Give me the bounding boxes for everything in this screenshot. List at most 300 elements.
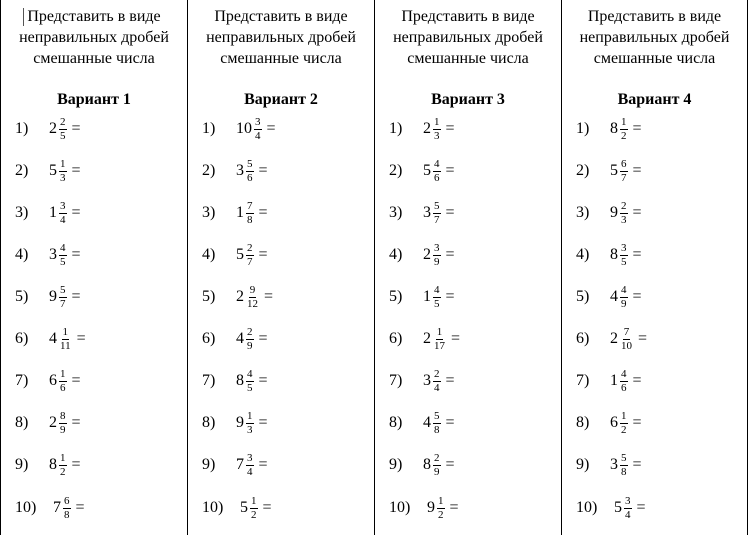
equals-sign: = — [445, 372, 455, 389]
mixed-number — [610, 117, 642, 142]
equals-sign: = — [258, 204, 268, 221]
whole-part: 4 — [423, 414, 431, 431]
item-number: 4) — [389, 246, 403, 263]
numerator: 6 — [64, 494, 70, 507]
mixed-number — [610, 411, 642, 436]
fraction — [620, 117, 628, 142]
fraction — [59, 243, 67, 268]
mixed-number — [423, 411, 455, 436]
exercise-item — [202, 451, 268, 479]
mixed-number — [610, 243, 642, 268]
equals-sign: = — [71, 246, 81, 263]
fraction — [246, 285, 259, 310]
mixed-number — [423, 453, 455, 478]
equals-sign: = — [632, 372, 642, 389]
denominator: 6 — [621, 381, 627, 394]
item-number: 5) — [389, 288, 403, 305]
fraction — [246, 243, 254, 268]
equals-sign: = — [445, 120, 455, 137]
item-number: 3) — [576, 204, 590, 221]
item-number: 5) — [202, 288, 216, 305]
equals-sign: = — [449, 499, 459, 516]
task-title: Представить в виде неправильных дробей смешанные числа — [393, 8, 543, 67]
fraction — [433, 243, 441, 268]
exercise-item — [576, 325, 647, 353]
denominator: 4 — [255, 129, 261, 142]
equals-sign: = — [75, 499, 85, 516]
denominator: 8 — [621, 465, 627, 478]
item-number: 5) — [576, 288, 590, 305]
mixed-number — [423, 369, 455, 394]
item-number: 2) — [576, 162, 590, 179]
numerator: 3 — [255, 115, 261, 128]
denominator: 2 — [60, 465, 66, 478]
whole-part: 5 — [236, 246, 244, 263]
equals-sign: = — [632, 288, 642, 305]
whole-part: 2 — [49, 120, 57, 137]
denominator: 7 — [434, 213, 440, 226]
numerator: 3 — [60, 199, 66, 212]
exercise-item — [15, 409, 81, 437]
item-number: 6) — [202, 330, 216, 347]
equals-sign: = — [258, 246, 268, 263]
item-number: 1) — [202, 120, 216, 137]
equals-sign: = — [632, 456, 642, 473]
numerator: 4 — [434, 157, 440, 170]
whole-part: 5 — [614, 499, 622, 516]
item-number: 7) — [389, 372, 403, 389]
numerator: 2 — [247, 241, 253, 254]
exercise-item — [202, 241, 268, 269]
mixed-number — [236, 369, 268, 394]
denominator: 3 — [60, 171, 66, 184]
item-number: 9) — [389, 456, 403, 473]
fraction — [59, 117, 67, 142]
whole-part: 1 — [610, 372, 618, 389]
item-number: 1) — [15, 120, 29, 137]
item-number: 9) — [576, 456, 590, 473]
equals-sign: = — [636, 499, 646, 516]
denominator: 8 — [64, 508, 70, 521]
exercise-item — [576, 494, 646, 522]
denominator: 3 — [621, 213, 627, 226]
numerator: 7 — [623, 325, 630, 338]
equals-sign: = — [451, 330, 461, 347]
mixed-number — [236, 159, 268, 184]
numerator: 2 — [621, 199, 627, 212]
fraction — [59, 327, 72, 352]
mixed-number — [236, 327, 268, 352]
whole-part: 9 — [236, 414, 244, 431]
equals-sign: = — [76, 330, 86, 347]
whole-part: 6 — [610, 414, 618, 431]
whole-part: 3 — [236, 162, 244, 179]
denominator: 2 — [621, 423, 627, 436]
equals-sign: = — [262, 499, 272, 516]
exercise-item — [202, 115, 276, 143]
item-number: 8) — [389, 414, 403, 431]
numerator: 9 — [249, 283, 256, 296]
item-number: 7) — [15, 372, 29, 389]
equals-sign: = — [71, 120, 81, 137]
whole-part: 9 — [427, 499, 435, 516]
numerator: 1 — [621, 115, 627, 128]
variant-label: Вариант 1 — [57, 91, 131, 108]
equals-sign: = — [445, 456, 455, 473]
exercise-item — [389, 199, 455, 227]
equals-sign: = — [71, 288, 81, 305]
fraction — [246, 327, 254, 352]
mixed-number — [49, 159, 81, 184]
exercise-item — [202, 157, 268, 185]
whole-part: 2 — [236, 288, 244, 305]
numerator: 3 — [621, 241, 627, 254]
denominator: 3 — [434, 129, 440, 142]
item-number: 3) — [202, 204, 216, 221]
whole-part: 1 — [49, 204, 57, 221]
item-number: 2) — [202, 162, 216, 179]
fraction — [433, 285, 441, 310]
exercise-item — [576, 409, 642, 437]
whole-part: 8 — [236, 372, 244, 389]
fraction — [624, 496, 632, 521]
fraction — [246, 453, 254, 478]
equals-sign: = — [445, 204, 455, 221]
variant-label: Вариант 2 — [244, 91, 318, 108]
whole-part: 1 — [423, 288, 431, 305]
equals-sign: = — [632, 414, 642, 431]
denominator: 9 — [434, 255, 440, 268]
equals-sign: = — [638, 330, 648, 347]
exercise-item — [15, 157, 81, 185]
mixed-number — [610, 285, 642, 310]
task-title: Представить в виде неправильных дробей смешанные числа — [19, 8, 169, 67]
equals-sign: = — [632, 162, 642, 179]
denominator: 9 — [434, 465, 440, 478]
denominator: 9 — [60, 423, 66, 436]
whole-part: 5 — [49, 162, 57, 179]
numerator: 1 — [621, 409, 627, 422]
fraction — [433, 369, 441, 394]
denominator: 2 — [438, 508, 444, 521]
item-number: 1) — [389, 120, 403, 137]
variant-column-2 — [187, 0, 374, 535]
denominator: 6 — [247, 171, 253, 184]
numerator: 2 — [247, 325, 253, 338]
numerator: 5 — [247, 157, 253, 170]
denominator: 10 — [621, 339, 632, 352]
exercise-item — [202, 325, 268, 353]
mixed-number — [610, 369, 642, 394]
fraction — [59, 369, 67, 394]
variant-column-4 — [561, 0, 748, 535]
equals-sign: = — [445, 288, 455, 305]
mixed-number — [49, 285, 81, 310]
equals-sign: = — [258, 330, 268, 347]
numerator: 6 — [621, 157, 627, 170]
numerator: 3 — [625, 494, 631, 507]
numerator: 4 — [621, 367, 627, 380]
numerator: 7 — [247, 199, 253, 212]
whole-part: 3 — [610, 456, 618, 473]
mixed-number — [49, 243, 81, 268]
item-number: 8) — [15, 414, 29, 431]
denominator: 2 — [251, 508, 257, 521]
exercise-item — [15, 494, 85, 522]
whole-part: 3 — [49, 246, 57, 263]
denominator: 6 — [434, 171, 440, 184]
fraction — [63, 496, 71, 521]
whole-part: 1 — [236, 204, 244, 221]
mixed-number — [49, 411, 81, 436]
exercise-item — [15, 241, 81, 269]
item-number: 3) — [15, 204, 29, 221]
item-number: 8) — [576, 414, 590, 431]
numerator: 4 — [621, 283, 627, 296]
fraction — [433, 327, 446, 352]
item-number: 10) — [15, 499, 37, 516]
denominator: 17 — [434, 339, 445, 352]
fraction — [433, 117, 441, 142]
whole-part: 7 — [53, 499, 61, 516]
variant-label: Вариант 3 — [431, 91, 505, 108]
numerator: 5 — [60, 283, 66, 296]
exercise-item — [202, 367, 268, 395]
equals-sign: = — [71, 162, 81, 179]
fraction — [59, 411, 67, 436]
denominator: 7 — [621, 171, 627, 184]
fraction — [59, 285, 67, 310]
exercise-item — [15, 451, 81, 479]
item-number: 8) — [202, 414, 216, 431]
whole-part: 10 — [236, 120, 252, 137]
item-number: 9) — [15, 456, 29, 473]
equals-sign: = — [632, 246, 642, 263]
exercise-item — [576, 199, 642, 227]
item-number: 4) — [576, 246, 590, 263]
task-title: Представить в виде неправильных дробей смешанные числа — [206, 8, 356, 67]
item-number: 5) — [15, 288, 29, 305]
mixed-number — [423, 201, 455, 226]
numerator: 1 — [60, 451, 66, 464]
mixed-number — [423, 285, 455, 310]
denominator: 9 — [621, 297, 627, 310]
fraction — [620, 453, 628, 478]
mixed-number — [427, 496, 459, 521]
numerator: 1 — [62, 325, 69, 338]
numerator: 4 — [60, 241, 66, 254]
exercise-item — [389, 283, 455, 311]
variant-column-3 — [374, 0, 561, 535]
whole-part: 4 — [236, 330, 244, 347]
fraction — [250, 496, 258, 521]
exercise-item — [202, 283, 273, 311]
denominator: 4 — [625, 508, 631, 521]
exercise-item — [389, 325, 460, 353]
whole-part: 8 — [49, 456, 57, 473]
numerator: 2 — [434, 367, 440, 380]
exercise-item — [389, 367, 455, 395]
whole-part: 8 — [610, 120, 618, 137]
equals-sign: = — [445, 162, 455, 179]
numerator: 4 — [434, 283, 440, 296]
fraction — [620, 369, 628, 394]
mixed-number — [49, 453, 81, 478]
denominator: 8 — [247, 213, 253, 226]
whole-part: 2 — [610, 330, 618, 347]
mixed-number — [610, 453, 642, 478]
mixed-number — [240, 496, 272, 521]
denominator: 11 — [60, 339, 71, 352]
fraction — [620, 201, 628, 226]
whole-part: 2 — [423, 246, 431, 263]
mixed-number — [610, 201, 642, 226]
mixed-number — [236, 453, 268, 478]
whole-part: 4 — [610, 288, 618, 305]
denominator: 5 — [60, 255, 66, 268]
exercise-item — [576, 241, 642, 269]
fraction — [620, 411, 628, 436]
whole-part: 2 — [49, 414, 57, 431]
item-number: 3) — [389, 204, 403, 221]
denominator: 8 — [434, 423, 440, 436]
exercise-item — [576, 283, 642, 311]
whole-part: 8 — [610, 246, 618, 263]
numerator: 2 — [434, 451, 440, 464]
fraction — [433, 411, 441, 436]
equals-sign: = — [71, 456, 81, 473]
fraction — [620, 285, 628, 310]
numerator: 2 — [60, 115, 66, 128]
equals-sign: = — [258, 162, 268, 179]
fraction — [433, 159, 441, 184]
mixed-number — [423, 117, 455, 142]
equals-sign: = — [71, 204, 81, 221]
item-number: 6) — [389, 330, 403, 347]
whole-part: 7 — [236, 456, 244, 473]
equals-sign: = — [632, 120, 642, 137]
equals-sign: = — [264, 288, 274, 305]
denominator: 2 — [621, 129, 627, 142]
equals-sign: = — [71, 414, 81, 431]
equals-sign: = — [258, 372, 268, 389]
numerator: 3 — [434, 241, 440, 254]
fraction — [620, 243, 628, 268]
whole-part: 8 — [423, 456, 431, 473]
denominator: 9 — [247, 339, 253, 352]
fraction — [59, 453, 67, 478]
variant-column-1 — [0, 0, 187, 535]
fraction — [59, 159, 67, 184]
whole-part: 6 — [49, 372, 57, 389]
fraction — [246, 201, 254, 226]
fraction — [246, 369, 254, 394]
denominator: 5 — [247, 381, 253, 394]
equals-sign: = — [266, 120, 276, 137]
item-number: 9) — [202, 456, 216, 473]
mixed-number — [236, 243, 268, 268]
exercise-item — [389, 494, 459, 522]
exercise-item — [15, 199, 81, 227]
numerator: 1 — [60, 367, 66, 380]
whole-part: 5 — [610, 162, 618, 179]
item-number: 7) — [576, 372, 590, 389]
denominator: 3 — [247, 423, 253, 436]
fraction — [620, 159, 628, 184]
denominator: 12 — [247, 297, 258, 310]
mixed-number — [236, 201, 268, 226]
numerator: 1 — [436, 325, 443, 338]
fraction — [437, 496, 445, 521]
whole-part: 4 — [49, 330, 57, 347]
task-title: Представить в виде неправильных дробей смешанные числа — [579, 8, 730, 67]
mixed-number — [49, 369, 81, 394]
whole-part: 9 — [610, 204, 618, 221]
exercise-item — [389, 115, 455, 143]
fraction — [433, 453, 441, 478]
numerator: 1 — [247, 409, 253, 422]
whole-part: 2 — [423, 330, 431, 347]
exercise-item — [15, 325, 86, 353]
item-number: 7) — [202, 372, 216, 389]
numerator: 5 — [434, 409, 440, 422]
denominator: 4 — [247, 465, 253, 478]
fraction — [246, 411, 254, 436]
mixed-number — [423, 243, 455, 268]
mixed-number — [236, 285, 273, 310]
exercise-item — [576, 451, 642, 479]
equals-sign: = — [258, 414, 268, 431]
exercise-item — [202, 494, 272, 522]
item-number: 10) — [202, 499, 224, 516]
exercise-item — [389, 241, 455, 269]
whole-part: 2 — [423, 120, 431, 137]
exercise-item — [15, 367, 81, 395]
mixed-number — [236, 411, 268, 436]
denominator: 5 — [621, 255, 627, 268]
mixed-number — [423, 327, 460, 352]
exercise-item — [576, 115, 642, 143]
fraction — [254, 117, 262, 142]
item-number: 2) — [15, 162, 29, 179]
whole-part: 9 — [49, 288, 57, 305]
exercise-item — [202, 199, 268, 227]
fraction — [620, 327, 633, 352]
numerator: 1 — [438, 494, 444, 507]
fraction — [433, 201, 441, 226]
numerator: 8 — [60, 409, 66, 422]
denominator: 6 — [60, 381, 66, 394]
whole-part: 5 — [240, 499, 248, 516]
denominator: 5 — [434, 297, 440, 310]
equals-sign: = — [445, 414, 455, 431]
mixed-number — [423, 159, 455, 184]
exercise-item — [389, 451, 455, 479]
denominator: 7 — [247, 255, 253, 268]
equals-sign: = — [632, 204, 642, 221]
item-number: 4) — [202, 246, 216, 263]
numerator: 4 — [247, 367, 253, 380]
numerator: 3 — [247, 451, 253, 464]
fraction — [246, 159, 254, 184]
whole-part: 5 — [423, 162, 431, 179]
numerator: 1 — [434, 115, 440, 128]
exercise-item — [15, 115, 81, 143]
item-number: 2) — [389, 162, 403, 179]
item-number: 6) — [576, 330, 590, 347]
fraction — [59, 201, 67, 226]
equals-sign: = — [258, 456, 268, 473]
